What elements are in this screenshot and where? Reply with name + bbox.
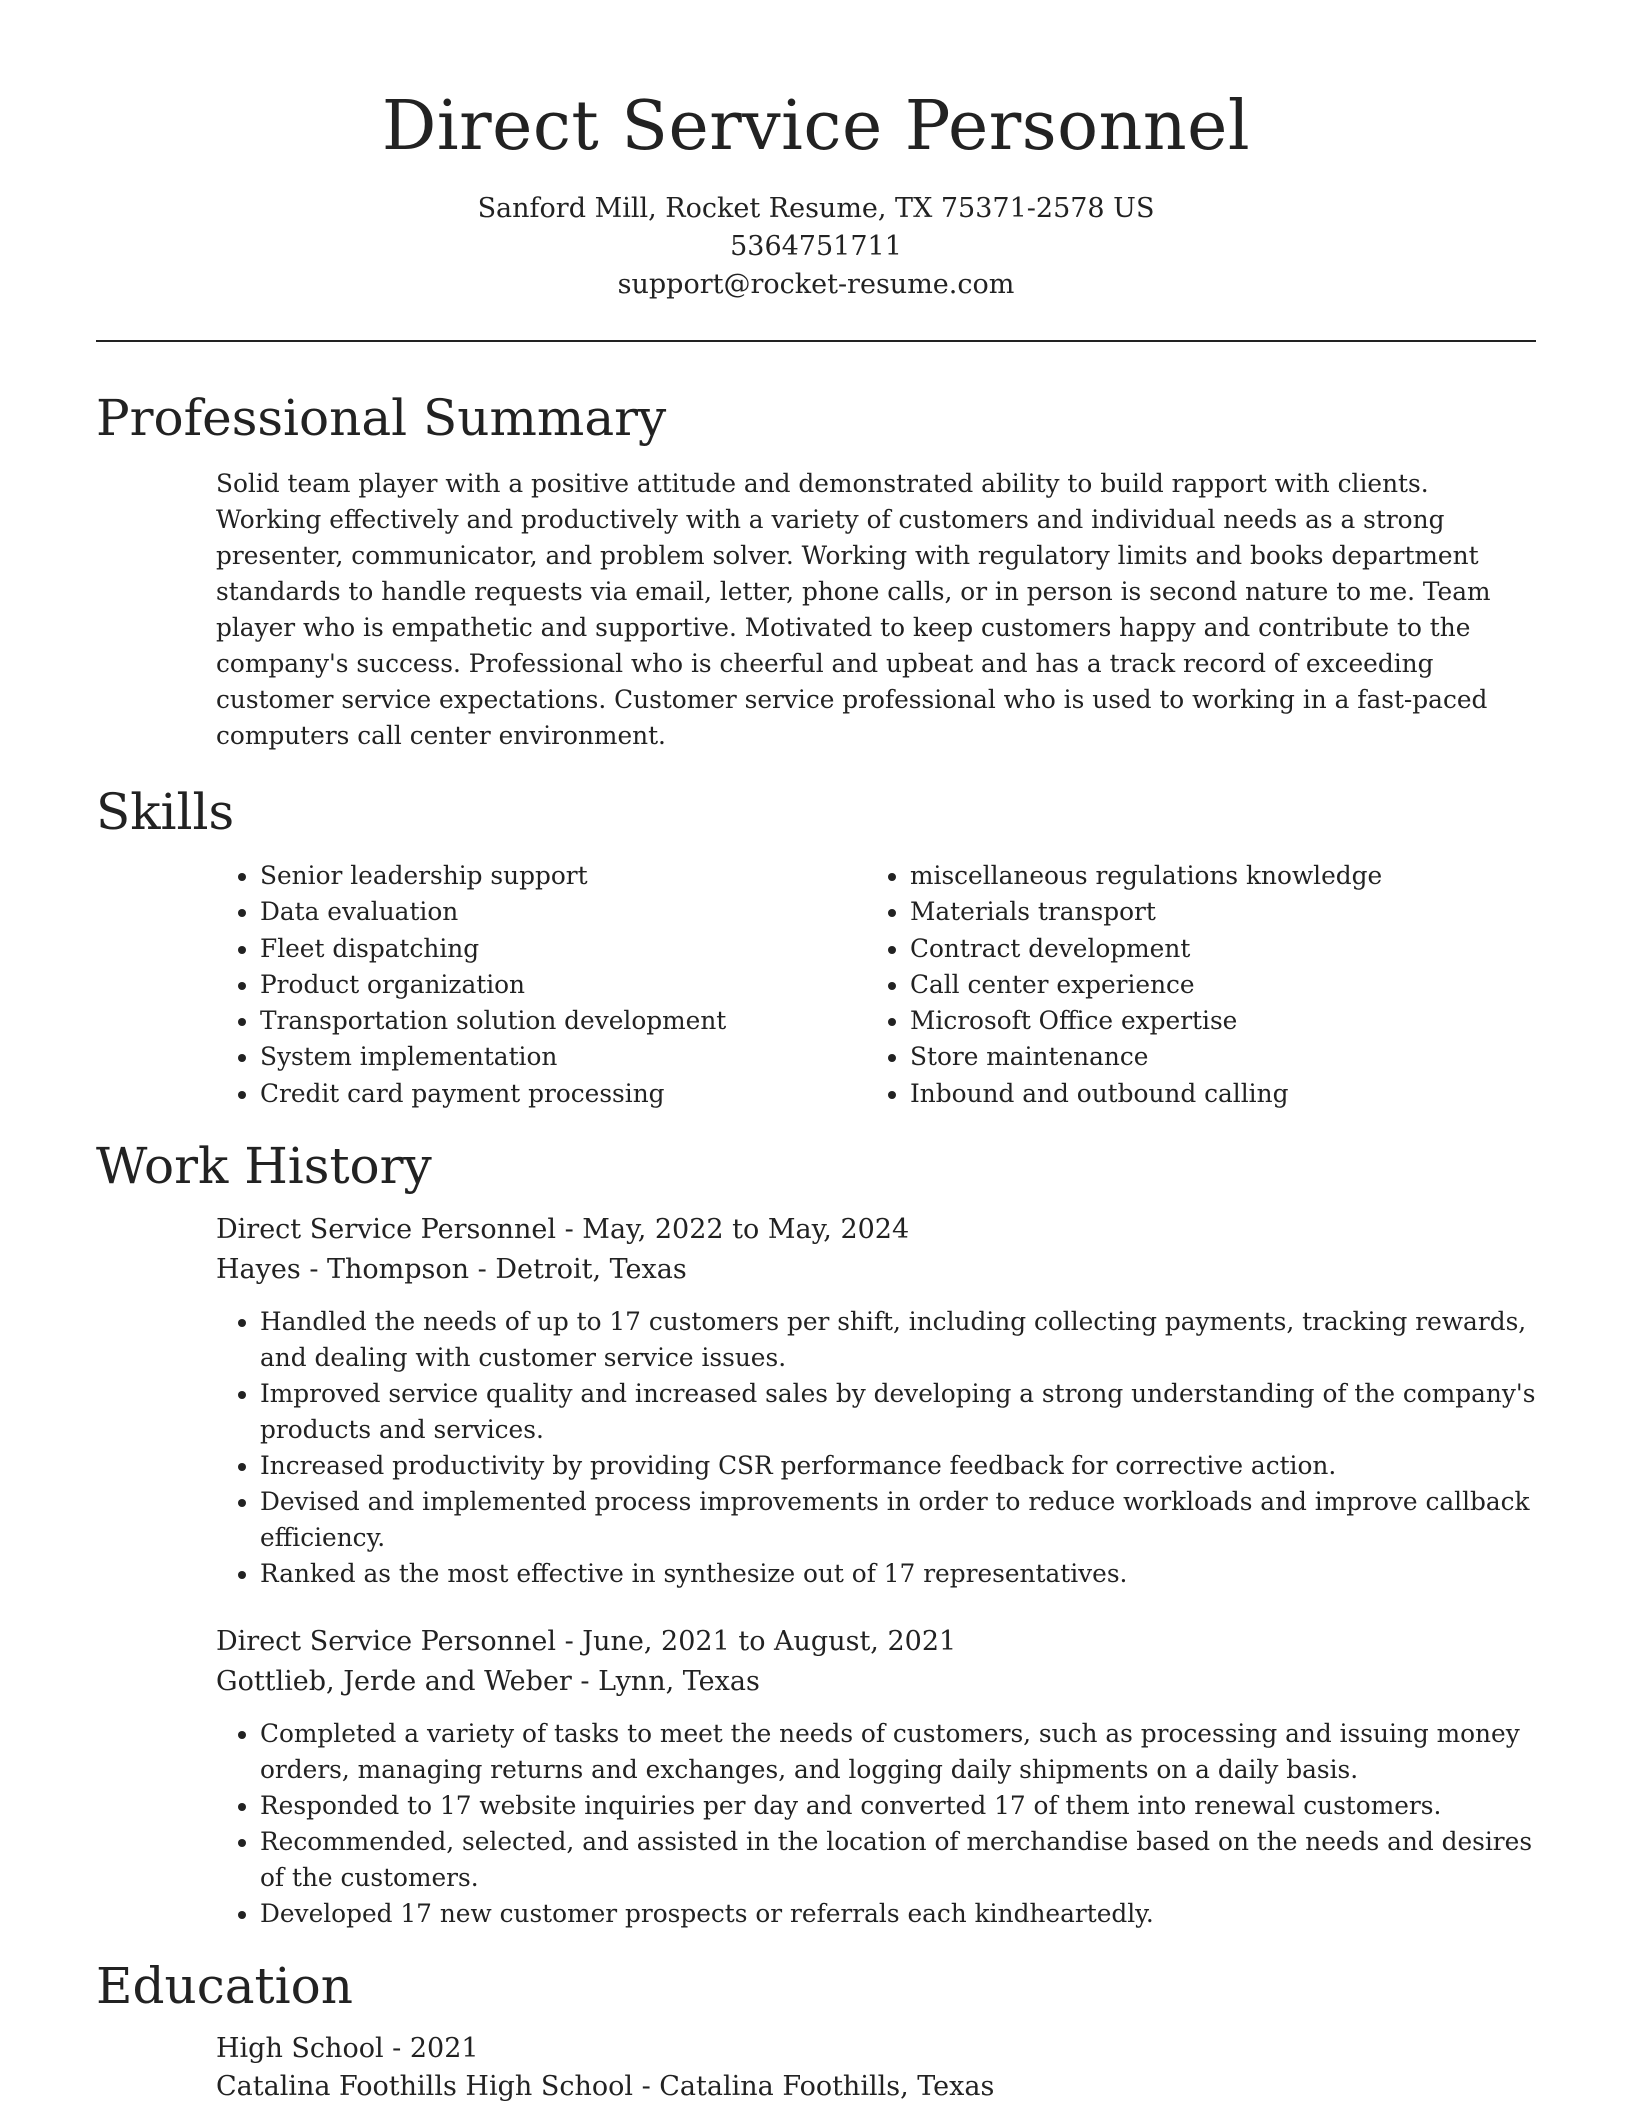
job-entry [216, 1210, 1536, 1592]
contact-info [96, 190, 1536, 304]
resume-page [96, 0, 1536, 2106]
skills-list-left [216, 858, 866, 1112]
skill-item: • Senior leadership support [260, 858, 866, 894]
job-bullet: • Devised and implemented process improvements in order to reduce workloads and improve callback efficiency. [260, 1484, 1536, 1556]
skill-item: • Fleet dispatching [260, 931, 866, 967]
contact-email: support@rocket-resume.com [617, 269, 1015, 300]
contact-address: Sanford Mill, Rocket Resume, TX 75371-2578 US [477, 193, 1155, 224]
candidate-name: Direct Service Personnel [381, 87, 1251, 166]
job-title-line: Direct Service Personnel - May, 2022 to May, 2024 [216, 1214, 910, 1246]
skill-item: • Materials transport [910, 894, 1516, 930]
job-bullet: • Handled the needs of up to 17 customers per shift, including collecting payments, tracking rewards, and dealing with customer service issues. [260, 1304, 1536, 1376]
job-bullets [216, 1716, 1536, 1932]
job-bullet: • Ranked as the most effective in synthesize out of 17 representatives. [260, 1556, 1536, 1592]
job-employer-line: Hayes - Thompson - Detroit, Texas [216, 1254, 687, 1286]
job-title-line: Direct Service Personnel - June, 2021 to August, 2021 [216, 1626, 957, 1658]
skill-item: • Transportation solution development [260, 1003, 866, 1039]
skill-item: • Contract development [910, 931, 1516, 967]
job-bullet: • Recommended, selected, and assisted in the location of merchandise based on the needs and desires of the customers. [260, 1824, 1536, 1896]
skill-item: • Store maintenance [910, 1039, 1516, 1075]
job-bullet: • Completed a variety of tasks to meet the needs of customers, such as processing and issuing money orders, managing returns and exchanges, and logging daily shipments on a daily basis. [260, 1716, 1536, 1788]
job-bullets [216, 1304, 1536, 1592]
education-degree-line: High School - 2021 [216, 2033, 479, 2065]
skill-item: • System implementation [260, 1039, 866, 1075]
skill-item: • Call center experience [910, 967, 1516, 1003]
summary-heading: Professional Summary [96, 389, 667, 447]
work-history-heading: Work History [96, 1137, 432, 1196]
education-school-line: Catalina Foothills High School - Catalina Foothills, Texas [216, 2071, 995, 2103]
skill-item: • Inbound and outbound calling [910, 1076, 1516, 1112]
job-employer-line: Gottlieb, Jerde and Weber - Lynn, Texas [216, 1666, 760, 1698]
skill-item: • Product organization [260, 967, 866, 1003]
job-bullet: • Responded to 17 website inquiries per day and converted 17 of them into renewal customers. [260, 1788, 1536, 1824]
work-history-section [96, 1134, 1536, 1932]
job-entry [216, 1622, 1536, 1932]
summary-section [96, 386, 1536, 754]
job-bullet: • Increased productivity by providing CSR performance feedback for corrective action. [260, 1448, 1536, 1484]
skills-list-right [866, 858, 1516, 1112]
skill-item: • Microsoft Office expertise [910, 1003, 1516, 1039]
education-heading: Education [96, 1957, 353, 2016]
contact-phone: 5364751711 [730, 231, 902, 262]
skills-heading: Skills [96, 783, 235, 841]
skills-section [96, 780, 1536, 1112]
summary-text: Solid team player with a positive attitude and demonstrated ability to build rapport with clients. Working effectively and productively with a variety of customers and individual needs as a strong presenter, communicator, and problem solver. Working with regulatory limits and books department standards to handle requests via email, letter, phone calls, or in person is second nature to me. Team player who is empathetic and supportive. Motivated to keep customers happy and contribute to the company's success. Professional who is cheerful and upbeat and has a track record of exceeding customer service expectations. Customer service professional who is used to working in a fast-paced computers call center environment. [216, 469, 1491, 750]
skill-item: • miscellaneous regulations knowledge [910, 858, 1516, 894]
skill-item: • Credit card payment processing [260, 1076, 866, 1112]
job-bullet: • Developed 17 new customer prospects or referrals each kindheartedly. [260, 1896, 1536, 1932]
education-section [96, 1954, 1536, 2106]
skills-grid [216, 858, 1536, 1112]
skill-item: • Data evaluation [260, 894, 866, 930]
header-divider [96, 340, 1536, 342]
job-bullet: • Improved service quality and increased sales by developing a strong understanding of the company's products and services. [260, 1376, 1536, 1448]
